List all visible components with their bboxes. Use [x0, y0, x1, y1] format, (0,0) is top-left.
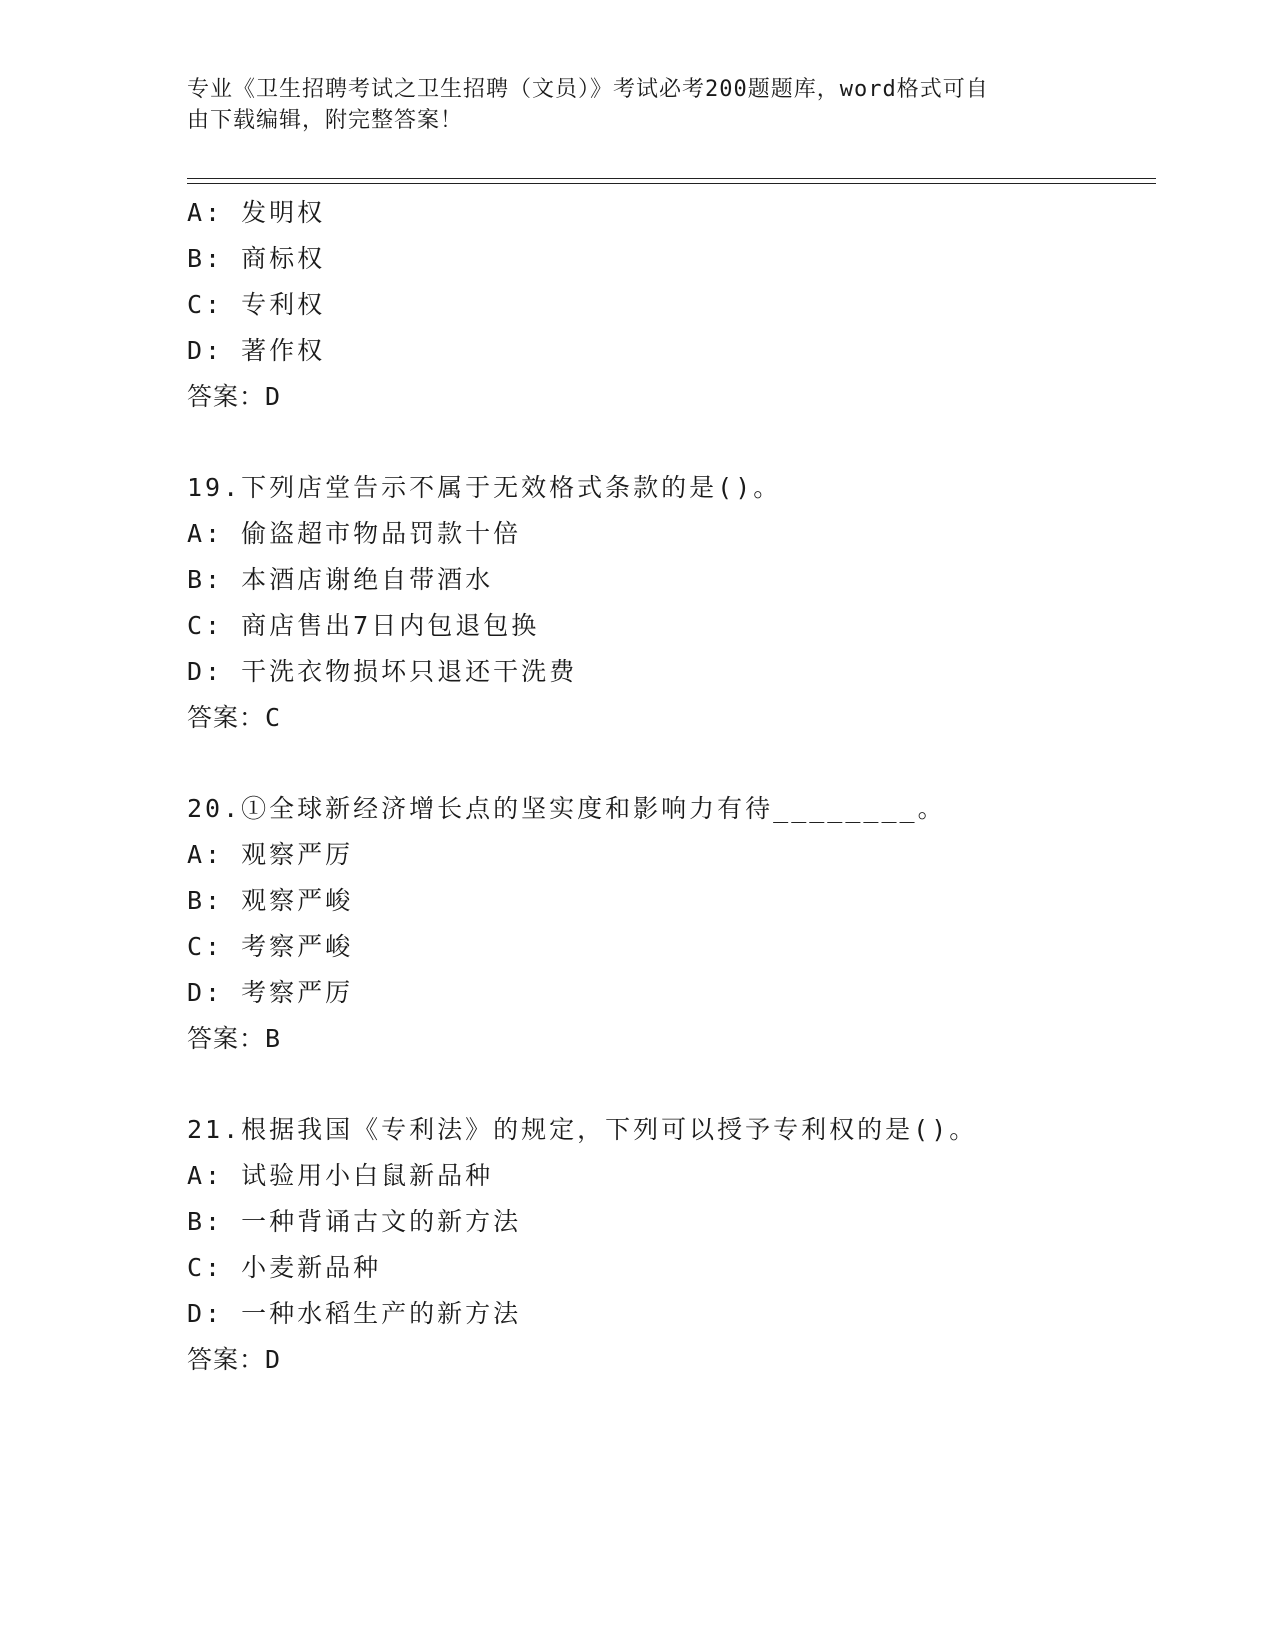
option-a: A: 观察严厉	[187, 840, 354, 869]
block-spacer	[187, 420, 1147, 465]
option-c: C: 小麦新品种	[187, 1253, 382, 1282]
option-b: B: 观察严峻	[187, 886, 354, 915]
option-d: D: 著作权	[187, 336, 326, 365]
option-b: B: 本酒店谢绝自带酒水	[187, 565, 494, 594]
answer-line: 答案：D	[187, 1345, 282, 1374]
answer-line: 答案：B	[187, 1024, 282, 1053]
option-a: A: 偷盗超市物品罚款十倍	[187, 519, 522, 548]
question-18-block	[187, 190, 1147, 420]
option-a: A: 试验用小白鼠新品种	[187, 1161, 494, 1190]
option-a: A: 发明权	[187, 198, 326, 227]
document-header	[187, 74, 1067, 136]
question-21-block	[187, 1107, 1147, 1383]
question-list	[187, 190, 1147, 1383]
question-text: 20.①全球新经济增长点的坚实度和影响力有待________。	[187, 794, 946, 823]
block-spacer	[187, 1062, 1147, 1107]
question-19-block	[187, 465, 1147, 741]
option-d: D: 一种水稻生产的新方法	[187, 1299, 522, 1328]
option-c: C: 专利权	[187, 290, 326, 319]
block-spacer	[187, 741, 1147, 786]
header-line-1: 专业《卫生招聘考试之卫生招聘（文员）》考试必考200题题库，word格式可自	[187, 77, 989, 102]
option-b: B: 商标权	[187, 244, 326, 273]
header-line-2: 由下载编辑，附完整答案！	[187, 108, 464, 133]
option-d: D: 考察严厉	[187, 978, 354, 1007]
question-text: 21.根据我国《专利法》的规定，下列可以授予专利权的是()。	[187, 1115, 978, 1144]
option-c: C: 商店售出7日内包退包换	[187, 611, 540, 640]
header-divider-bottom	[187, 183, 1156, 184]
option-b: B: 一种背诵古文的新方法	[187, 1207, 522, 1236]
question-20-block	[187, 786, 1147, 1062]
option-c: C: 考察严峻	[187, 932, 354, 961]
question-text: 19.下列店堂告示不属于无效格式条款的是()。	[187, 473, 782, 502]
option-d: D: 干洗衣物损坏只退还干洗费	[187, 657, 578, 686]
answer-line: 答案：C	[187, 703, 282, 732]
header-divider-top	[187, 178, 1156, 179]
answer-line: 答案：D	[187, 382, 282, 411]
